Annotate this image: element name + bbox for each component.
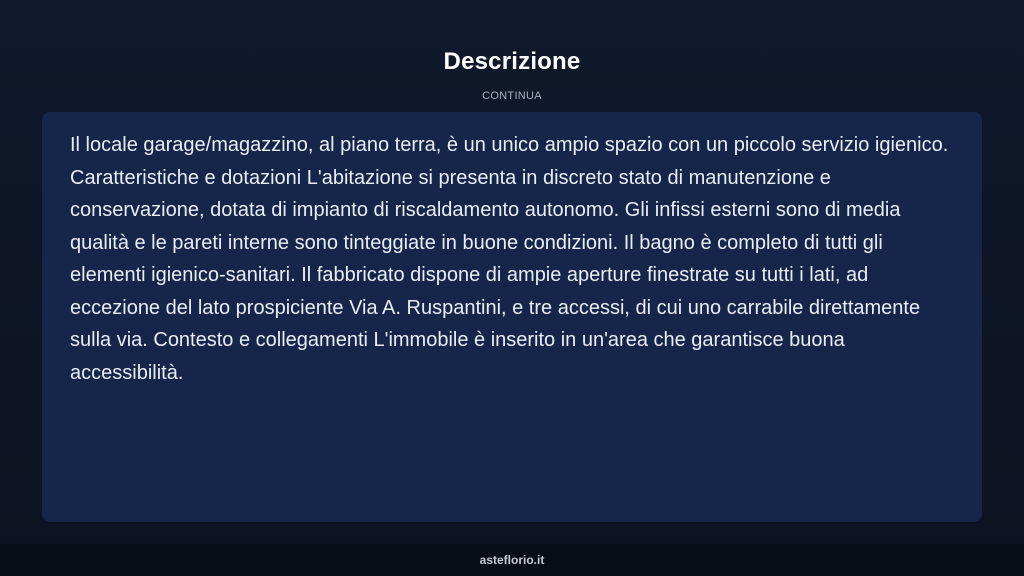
description-card: [42, 112, 982, 522]
footer-brand: asteflorio.it: [479, 553, 545, 567]
description-text: Il locale garage/magazzino, al piano terra, è un unico ampio spazio con un piccolo servizio igienico. Caratteristiche e dotazioni L'abitazione si presenta in discreto stato di manutenzione e conservazione, dotata di impianto di riscaldamento autonomo. Gli infissi esterni sono di media qualità e le pareti interne sono tinteggiate in buone condizioni. Il bagno è completo di tutti gli elementi igienico-sanitari. Il fabbricato dispone di ampie aperture finestrate su tutti i lati, ad eccezione del lato prospiciente Via A. Ruspantini, e tre accessi, di cui uno carrabile direttamente sulla via. Contesto e collegamenti L'immobile è inserito in un'area che garantisce buona accessibilità.: [70, 134, 949, 384]
header: [0, 0, 1024, 112]
continue-label: CONTINUA: [482, 90, 542, 102]
footer: [0, 544, 1024, 576]
page-title: Descrizione: [443, 48, 581, 75]
